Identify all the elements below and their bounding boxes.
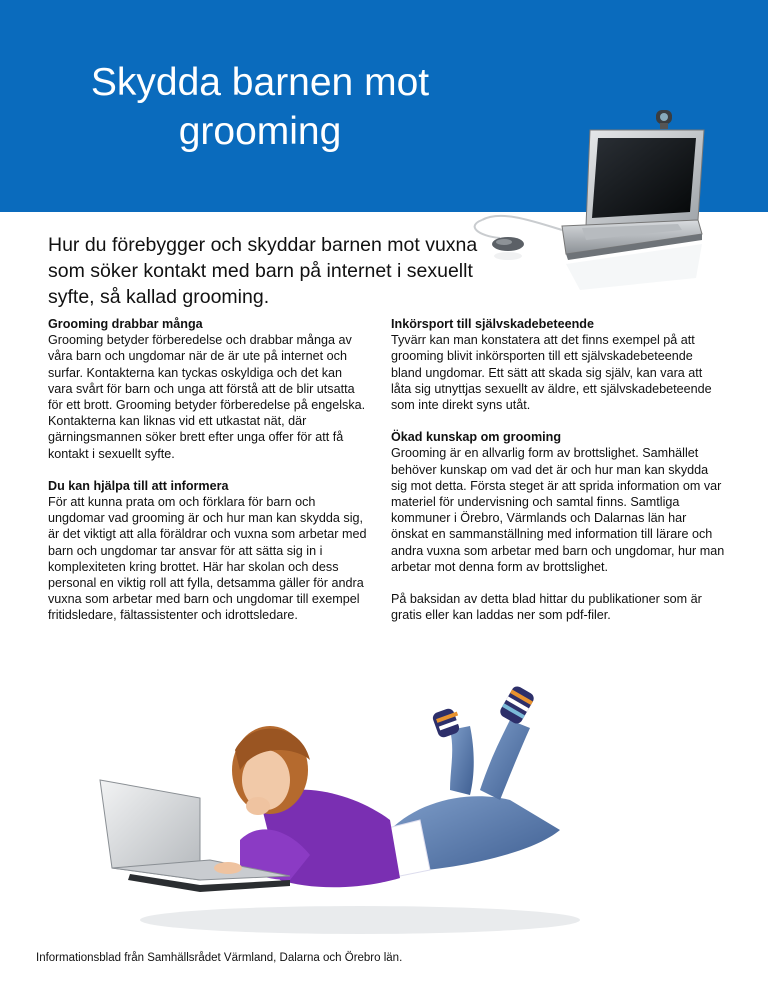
section-heading: Ökad kunskap om grooming bbox=[391, 430, 562, 445]
title-line-2: grooming bbox=[178, 110, 342, 153]
section-body: Tyvärr kan man konstatera att det finns exempel på att grooming blivit inkörsporten till ett självskadebeteende bland ungdomar. Ett sätt att skada sig själv, kan vara att låta sig utnyttjas sexuellt av äldre, ett självskadebeteende som inte direkt syns utåt. bbox=[391, 333, 712, 413]
laptop-webcam-image bbox=[470, 108, 710, 308]
section-body: För att kunna prata om och förklara för barn och ungdomar vad grooming är och hur man kan skydda sig, är det viktigt att alla föräldrar och vuxna som arbetar med barn och ungdomar tar ansvar för att sätta sig in i komplexiteten kring brottet. Här har skolan och dess personal en viktig roll att fylla, detsamma gäller för andra vuxna som arbetar med barn och ungdomar till exempel fritidsledare, fältassistenter och idrottsledare. bbox=[48, 495, 367, 623]
section-heading: Grooming drabbar många bbox=[48, 317, 203, 331]
section-baksidan bbox=[391, 591, 726, 623]
right-column bbox=[391, 316, 726, 639]
section-body: Grooming är en allvarlig form av brottslighet. Samhället behöver kunskap om vad det är och hur man kan skydda sig mot detta. Första steget är att sprida information om var materiel för undervisning och samtal finns. Samtliga kommuner i Örebro, Värmlands och Dalarnas län har önskat en sammanställning med information till lärare och andra vuxna som arbetar med barn och ungdomar, hur man arbetar mot denna form av brottslighet. bbox=[391, 446, 725, 574]
intro-paragraph: Hur du förebygger och skyddar barnen mot vuxna som söker kontakt med barn på internet i sexuellt syfte, så kallad grooming. bbox=[48, 234, 478, 308]
section-grooming-drabbar bbox=[48, 316, 368, 462]
section-body: Grooming betyder förberedelse och drabbar många av våra barn och ungdomar när de är ute på internet och surfar. Kontakterna kan tyckas oskyldiga och det kan vara svårt för barn och unga att förstå att de blir utsatta för ett brott. Grooming betyder förberedelse på engelska. Kontakterna kan liknas vid ett utkastat nät, där gärningsmannen söker brett efter unga offer för att få kontakt i sexuellt syfte. bbox=[48, 333, 366, 461]
section-hjalpa-informera bbox=[48, 478, 368, 624]
section-heading: Inkörsport till självskadebeteende bbox=[391, 317, 594, 331]
page-title bbox=[40, 58, 480, 156]
section-body: På baksidan av detta blad hittar du publikationer som är gratis eller kan laddas ner som pdf-filer. bbox=[391, 592, 702, 623]
footer-text: Informationsblad från Samhällsrådet Värmland, Dalarna och Örebro län. bbox=[36, 952, 403, 964]
title-line-1: Skydda barnen mot bbox=[90, 61, 430, 104]
girl-with-laptop-image bbox=[90, 680, 580, 940]
left-column bbox=[48, 316, 368, 640]
section-heading: Du kan hjälpa till att informera bbox=[48, 478, 229, 493]
section-okad-kunskap bbox=[391, 429, 726, 575]
section-inkorsport bbox=[391, 316, 726, 413]
